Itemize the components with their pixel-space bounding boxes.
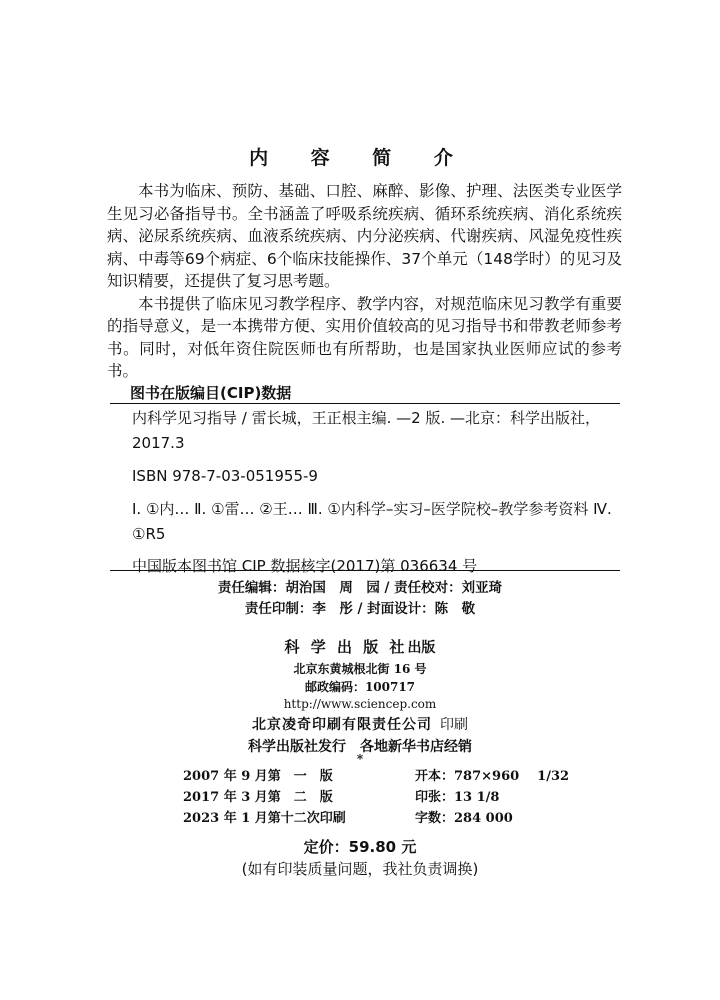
editors-line-1: 责任编辑：胡治国 周 园 / 责任校对：刘亚琦 — [217, 580, 503, 596]
editors-line-2: 责任印制：李 彤 / 封面设计：陈 敬 — [244, 601, 476, 617]
summary-paragraph-1: 本书为临床、预防、基础、口腔、麻醉、影像、护理、法医类专业医学生见习必备指导书。全书涵盖了呼吸系统疾病、循环系统疾病、消化系统疾病、泌尿系统疾病、血液系统疾病、内分泌疾病、代谢疾病、风湿免疫性疾病、中毒等69个病症、6个临床技能操作、37个单元（148学时）的见习及知识精要，还提供了复习思考题。 — [107, 182, 622, 290]
detail-info: 字数：284 000 — [415, 811, 513, 826]
price: 定价：59.80 元 — [303, 838, 417, 856]
distribution-line: 科学出版社发行 各地新华书店经销 — [248, 739, 472, 755]
summary — [107, 180, 622, 383]
publisher-url: http://www.sciencep.com — [283, 697, 437, 711]
publisher-address: 北京东黄城根北街 16 号 — [293, 662, 427, 676]
publisher-name: 科 学 出 版 社 — [284, 638, 408, 656]
cip-top-rule — [110, 403, 620, 404]
edition-details — [183, 766, 603, 829]
cip-record-number: 中国版本图书馆 CIP 数据核字(2017)第 036634 号 — [132, 557, 478, 575]
cip-heading: 图书在版编目(CIP)数据 — [130, 384, 292, 402]
quality-notice: (如有印装质量问题，我社负责调换) — [241, 860, 479, 878]
page-title: 内 容 简 介 — [249, 147, 471, 169]
printer-line — [0, 714, 720, 734]
printer-name: 北京凌奇印刷有限责任公司 — [252, 717, 432, 733]
detail-row — [183, 808, 603, 829]
printer-suffix: 印刷 — [440, 717, 468, 733]
cip-block — [132, 406, 622, 579]
cip-classification: Ⅰ. ①内… Ⅱ. ①雷… ②王… Ⅲ. ①内科学–实习–医学院校–教学参考资料 Ⅳ. ①R5 — [132, 500, 612, 543]
detail-edition: 2017 年 3 月第 二 版 — [183, 790, 333, 805]
summary-paragraph-2: 本书提供了临床见习教学程序、教学内容，对规范临床见习教学有重要的指导意义，是一本携带方便、实用价值较高的见习指导书和带教老师参考书。同时，对低年资住院医师也有所帮助，也是国家执业医师应试的参考书。 — [107, 294, 622, 380]
detail-extra: 1/32 — [537, 769, 570, 784]
detail-edition: 2023 年 1 月第十二次印刷 — [183, 811, 346, 826]
cip-bottom-rule — [110, 570, 620, 571]
separator-star: * — [356, 752, 364, 766]
publisher-line — [0, 636, 720, 657]
cip-title-line: 内科学见习指导 / 雷长城，王正根主编. —2 版. —北京：科学出版社，2017.3 — [132, 409, 600, 452]
detail-edition: 2007 年 9 月第 一 版 — [183, 769, 333, 784]
detail-row — [183, 766, 603, 787]
detail-info: 开本：787×960 — [415, 769, 520, 784]
detail-row — [183, 787, 603, 808]
cip-isbn: ISBN 978-7-03-051955-9 — [132, 467, 318, 485]
publisher-suffix: 出版 — [407, 640, 436, 656]
publisher-postcode: 邮政编码：100717 — [304, 680, 416, 694]
detail-info: 印张：13 1/8 — [415, 790, 500, 805]
